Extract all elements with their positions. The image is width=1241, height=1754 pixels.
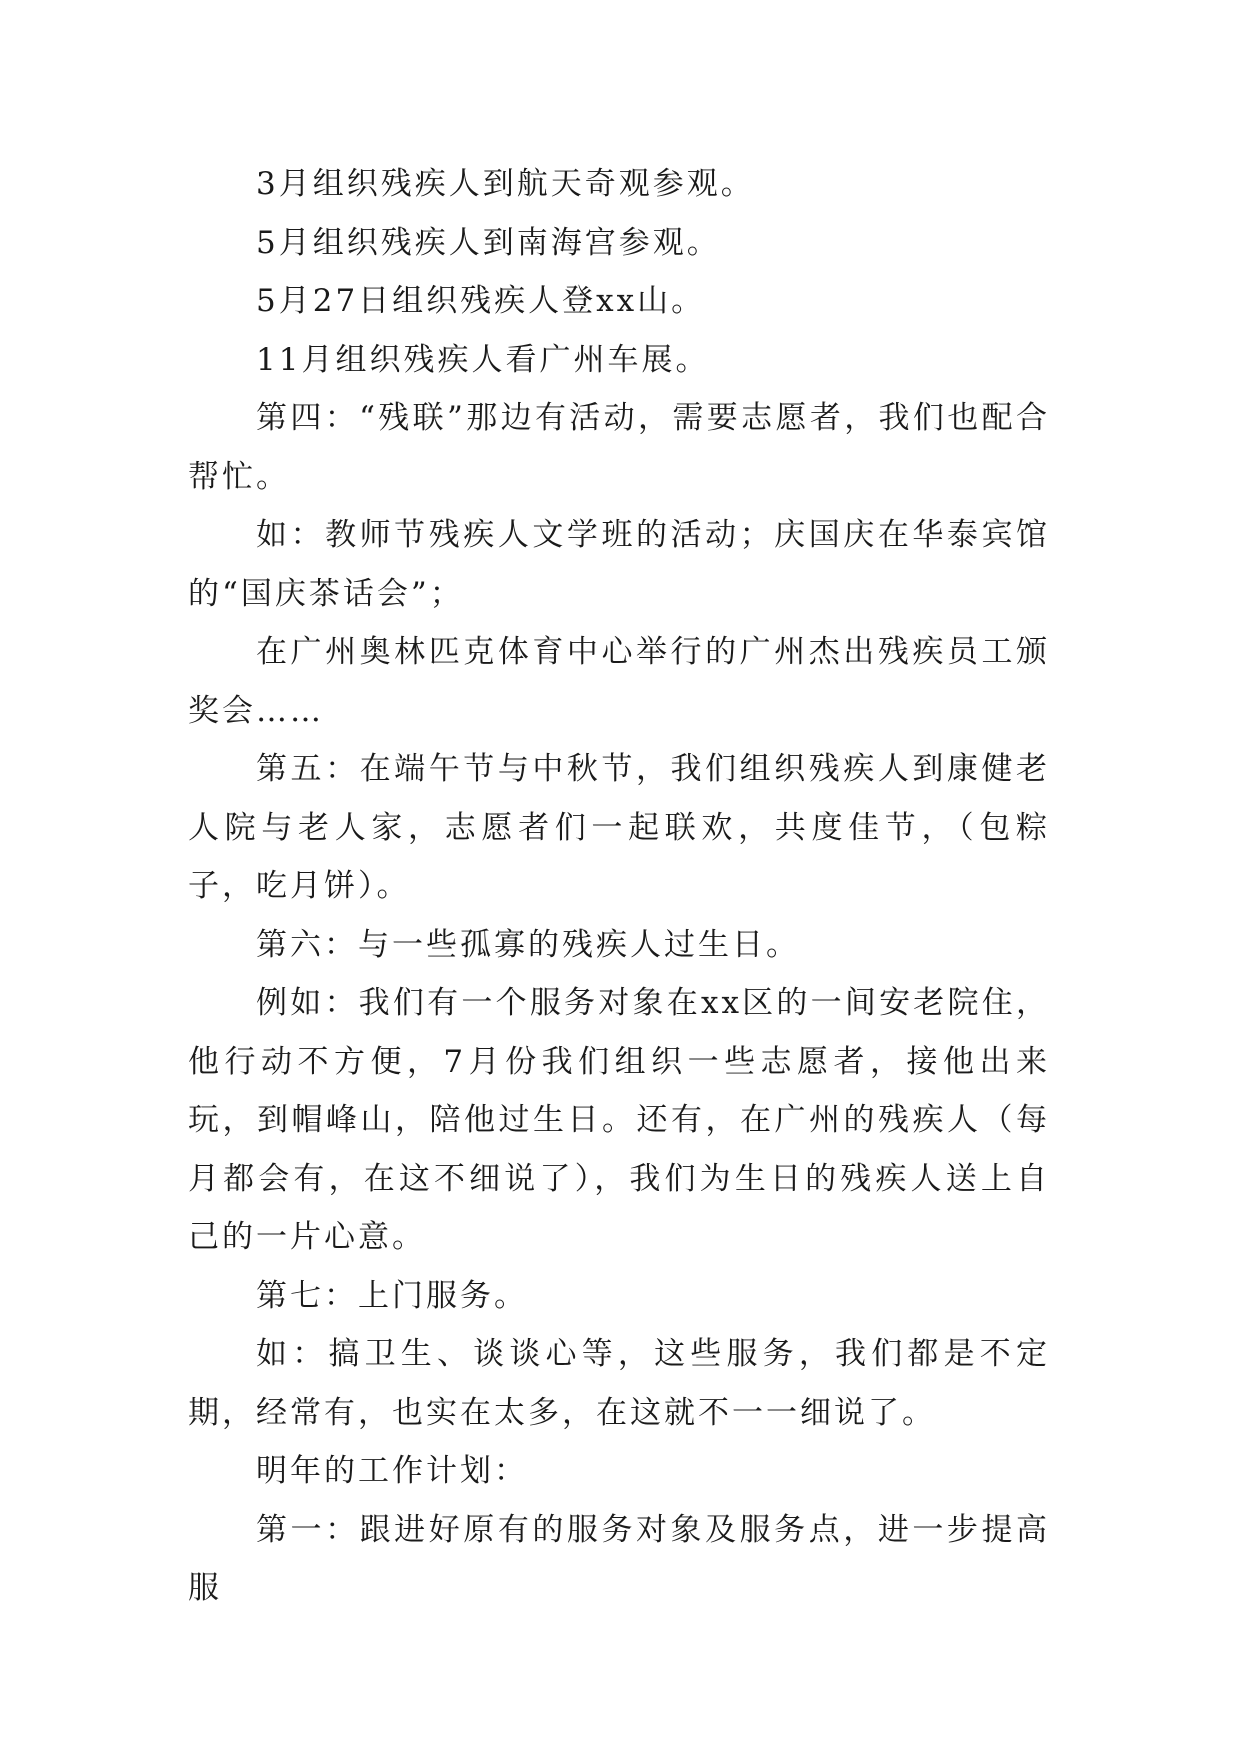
paragraph-item-four: 第四：“残联”那边有活动，需要志愿者，我们也配合帮忙。 <box>188 400 1050 495</box>
paragraph-may-27-climb: 5月27日组织残疾人登xx山。 <box>256 283 706 319</box>
document-body <box>188 155 1050 1618</box>
paragraph-item-four-example: 如：教师节残疾人文学班的活动；庆国庆在华泰宾馆的“国庆茶话会”； <box>188 517 1050 612</box>
paragraph-march-visit: 3月组织残疾人到航天奇观参观。 <box>256 166 755 202</box>
paragraph-item-five: 第五：在端午节与中秋节，我们组织残疾人到康健老人院与老人家，志愿者们一起联欢，共度佳节，（包粽子，吃月饼）。 <box>188 751 1050 904</box>
paragraph-plan-item-one: 第一：跟进好原有的服务对象及服务点，进一步提高服 <box>188 1511 1050 1606</box>
paragraph-item-seven: 第七：上门服务。 <box>256 1277 528 1314</box>
paragraph-next-year-plan-heading: 明年的工作计划： <box>256 1453 528 1489</box>
paragraph-item-six: 第六：与一些孤寡的残疾人过生日。 <box>256 926 800 963</box>
paragraph-item-four-award: 在广州奥林匹克体育中心举行的广州杰出残疾员工颁奖会…… <box>188 634 1050 729</box>
paragraph-item-six-example: 例如：我们有一个服务对象在xx区的一间安老院住，他行动不方便，7月份我们组织一些志愿者，接他出来玩，到帽峰山，陪他过生日。还有，在广州的残疾人（每月都会有，在这不细说了），我们为生日的残疾人送上自己的一片心意。 <box>188 985 1050 1255</box>
paragraph-item-seven-example: 如：搞卫生、谈谈心等，这些服务，我们都是不定期，经常有，也实在太多，在这就不一一细说了。 <box>188 1336 1050 1431</box>
paragraph-november-autoshow: 11月组织残疾人看广州车展。 <box>256 341 710 378</box>
paragraph-may-visit: 5月组织残疾人到南海宫参观。 <box>256 224 721 261</box>
